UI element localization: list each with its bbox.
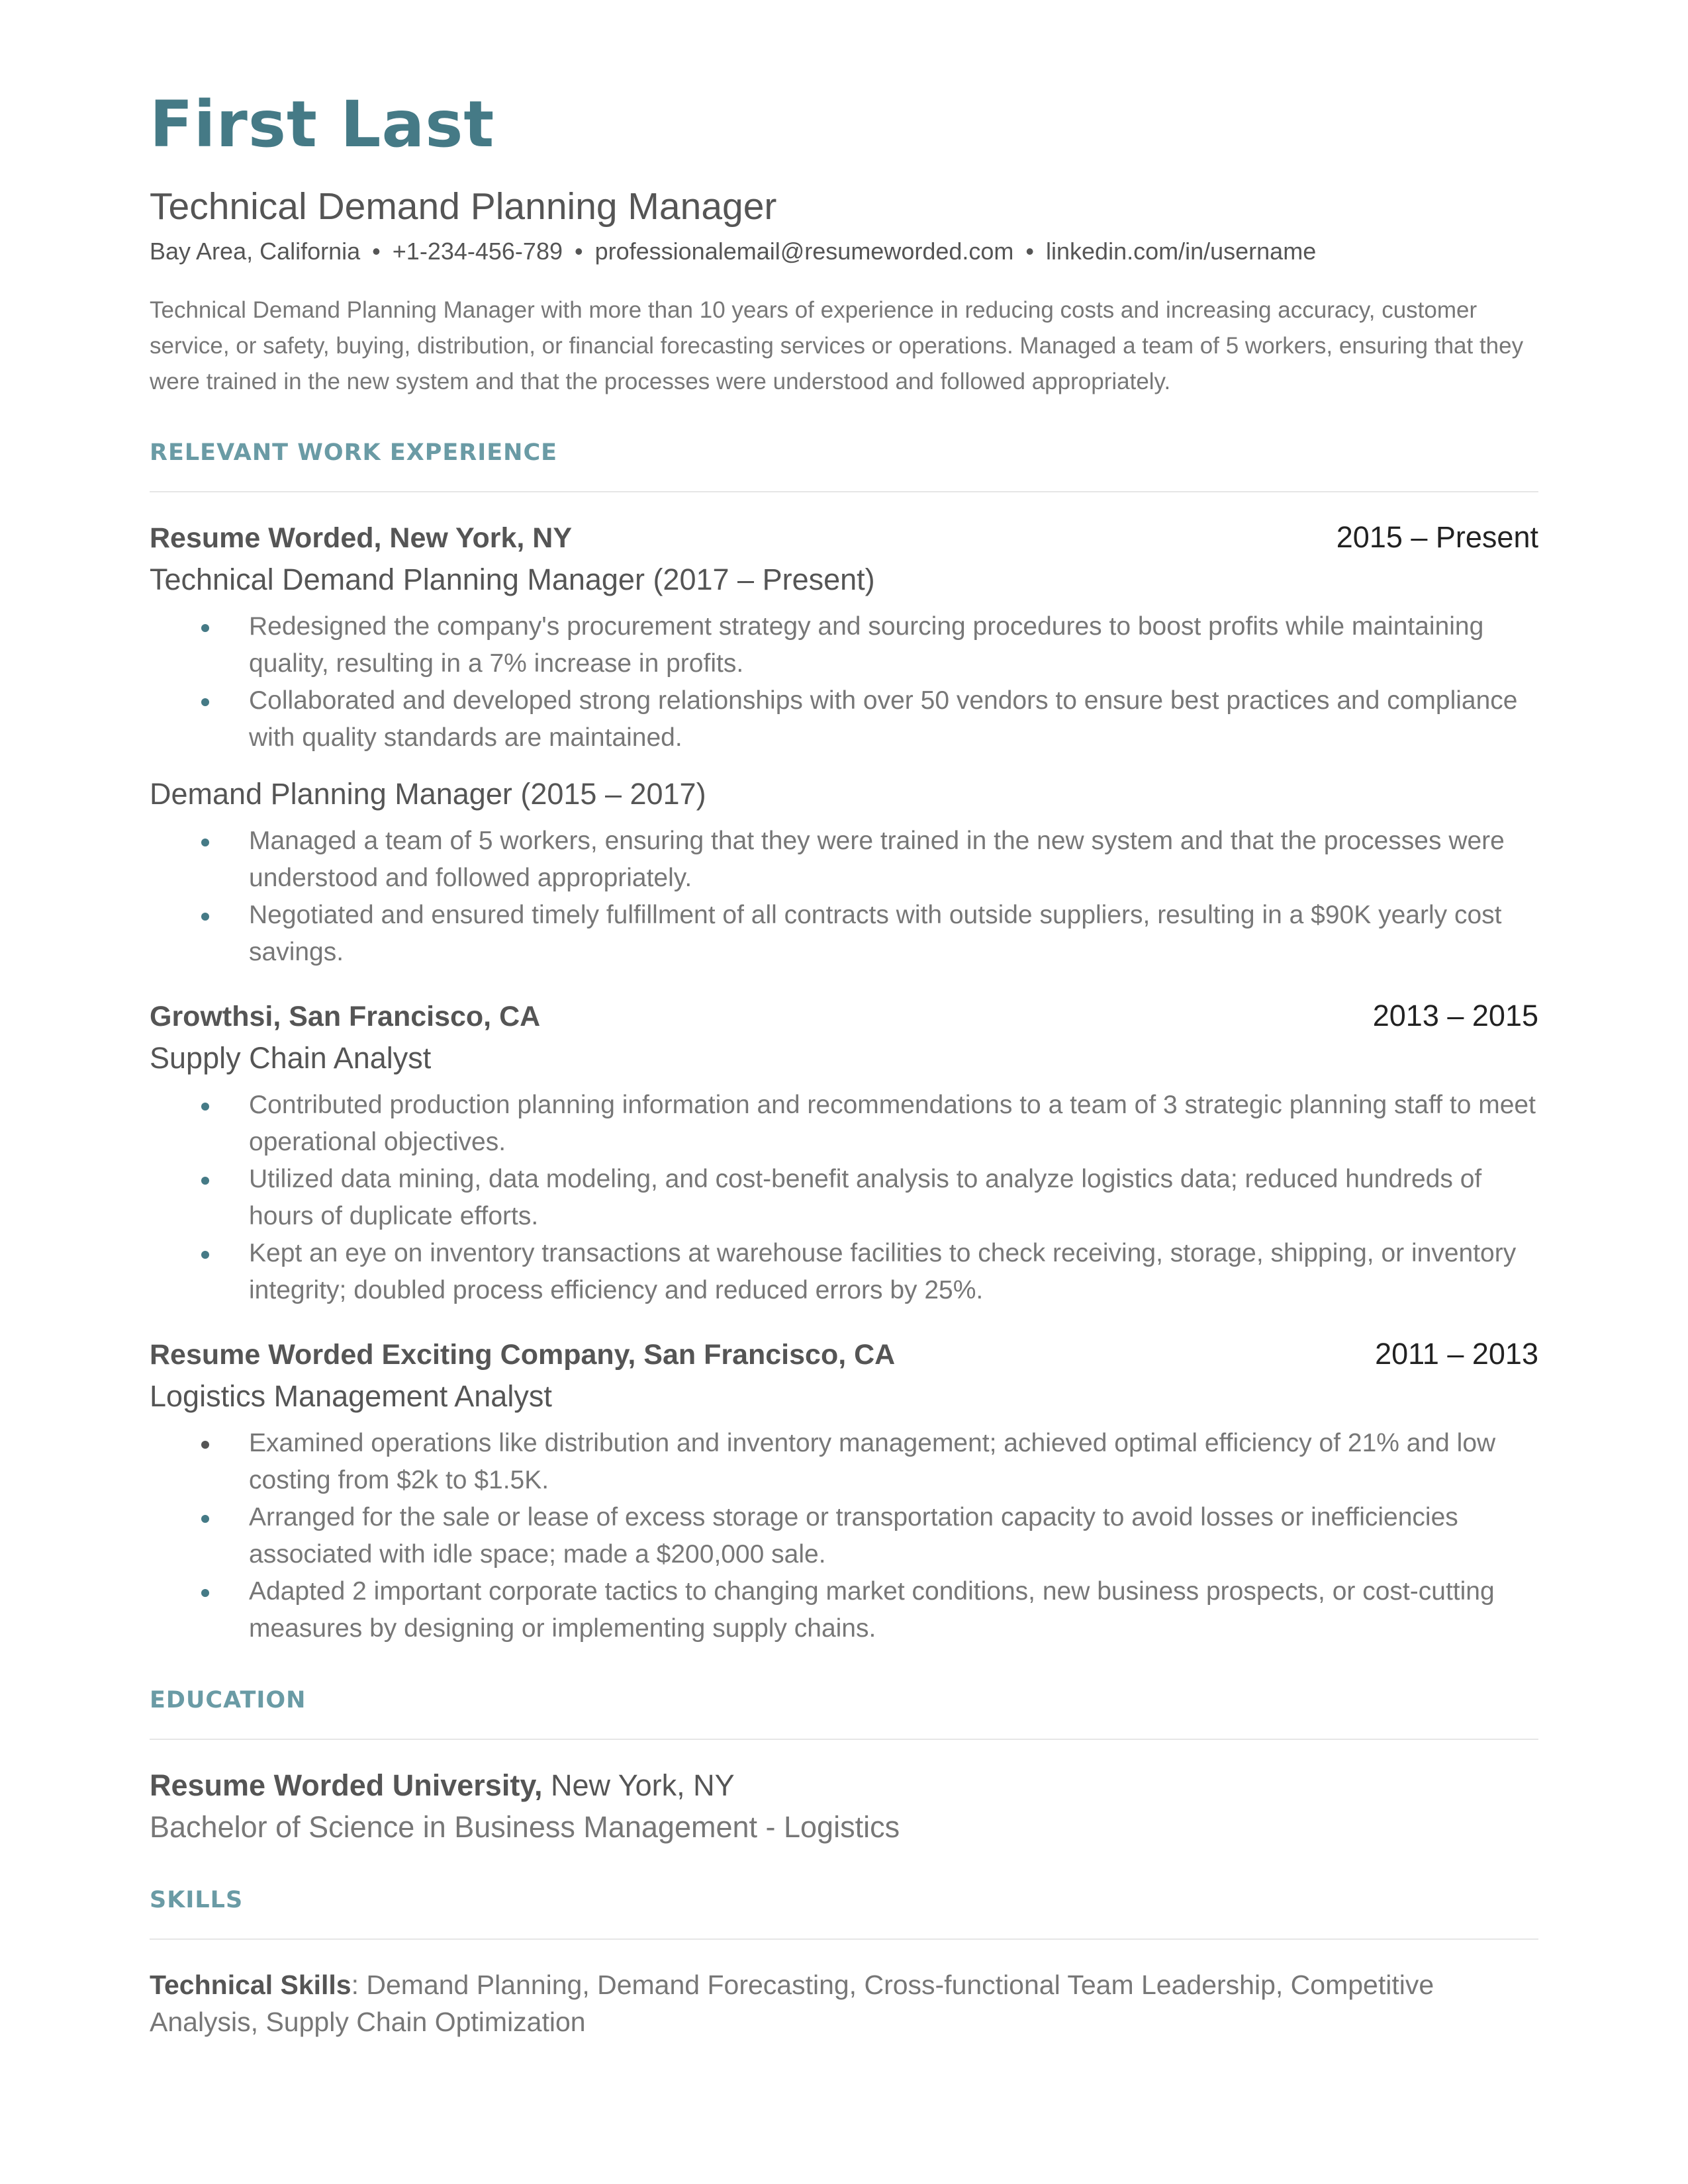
candidate-name: First Last (150, 87, 495, 161)
section-divider (150, 1739, 1538, 1740)
job-entry (150, 997, 1538, 1309)
section-divider (150, 1938, 1538, 1940)
section-title-education: EDUCATION (150, 1687, 306, 1713)
bullet-list (150, 823, 1538, 971)
job-role: Demand Planning Manager (2015 – 2017) (150, 777, 706, 811)
job-header (150, 519, 1538, 557)
bullet-item (150, 1499, 1538, 1573)
bullet-dot-icon (201, 1103, 209, 1111)
skills-label: Technical Skills (150, 1970, 352, 2000)
section-divider (150, 491, 1538, 492)
education-school-line (150, 1766, 1538, 1805)
section-title-experience: RELEVANT WORK EXPERIENCE (150, 439, 558, 466)
bullet-text: Collaborated and developed strong relationships with over 50 vendors to ensure best practices and compliance with quality standards are maintained. (249, 686, 1518, 752)
contact-separator: • (574, 238, 583, 265)
bullet-dot-icon (201, 913, 209, 921)
bullet-text: Negotiated and ensured timely fulfillment of all contracts with outside suppliers, resulting in a $90K yearly cost savings. (249, 901, 1502, 966)
job-entry (150, 1336, 1538, 1647)
section-title-skills: SKILLS (150, 1887, 244, 1913)
bullet-list (150, 608, 1538, 756)
job-company: Growthsi, San Francisco, CA (150, 1001, 541, 1032)
bullet-item (150, 1161, 1538, 1235)
job-company: Resume Worded Exciting Company, San Francisco, CA (150, 1339, 896, 1371)
job-role: Supply Chain Analyst (150, 1041, 432, 1075)
bullet-item (150, 682, 1538, 756)
bullet-dot-icon (201, 839, 209, 846)
job-header (150, 1336, 1538, 1373)
contact-separator: • (372, 238, 381, 265)
bullet-list (150, 1425, 1538, 1647)
skills-line (150, 1966, 1538, 2040)
bullet-text: Utilized data mining, data modeling, and cost-benefit analysis to analyze logistics data; reduced hundreds of hours of duplicate efforts. (249, 1165, 1482, 1230)
contact-email[interactable]: professionalemail@resumeworded.com (594, 238, 1014, 265)
bullet-item (150, 823, 1538, 897)
contact-line (150, 237, 1538, 266)
contact-phone[interactable]: +1-234-456-789 (392, 238, 563, 265)
bullet-list (150, 1087, 1538, 1309)
summary: Technical Demand Planning Manager with more than 10 years of experience in reducing costs and increasing accuracy, customer service, or safety, buying, distribution, or financial forecasting services or operations. Managed a team of 5 workers, ensuring that they were trained in the new system and that the processes were understood and followed appropriately. (150, 297, 1524, 394)
bullet-text: Contributed production planning information and recommendations to a team of 3 strategic planning staff to meet operational objectives. (249, 1091, 1536, 1156)
bullet-dot-icon (201, 1177, 209, 1185)
skills-items: : Demand Planning, Demand Forecasting, Cross-functional Team Leadership, Competitive Analysis, Supply Chain Optimization (150, 1970, 1434, 2037)
bullet-text: Managed a team of 5 workers, ensuring that they were trained in the new system and that the processes were understood and followed appropriately. (249, 827, 1505, 892)
bullet-text: Adapted 2 important corporate tactics to changing market conditions, new business prospects, or cost-cutting measures by designing or implementing supply chains. (249, 1577, 1495, 1643)
job-role: Logistics Management Analyst (150, 1379, 552, 1413)
job-header (150, 997, 1538, 1035)
bullet-item (150, 1425, 1538, 1499)
bullet-dot-icon (201, 698, 209, 706)
bullet-dot-icon (201, 624, 209, 632)
bullet-item (150, 608, 1538, 682)
bullet-dot-icon (201, 1441, 209, 1449)
job-dates: 2011 – 2013 (1375, 1337, 1538, 1371)
bullet-dot-icon (201, 1589, 209, 1597)
job-role: Technical Demand Planning Manager (2017 – Present) (150, 563, 875, 596)
education-school: Resume Worded University, (150, 1768, 543, 1802)
bullet-dot-icon (201, 1515, 209, 1523)
job-entry (150, 519, 1538, 971)
headline: Technical Demand Planning Manager (150, 185, 777, 228)
education-location: New York, NY (542, 1768, 735, 1802)
bullet-text: Redesigned the company's procurement strategy and sourcing procedures to boost profits while maintaining quality, resulting in a 7% increase in profits. (249, 612, 1484, 678)
bullet-item (150, 1087, 1538, 1161)
job-dates: 2015 – Present (1336, 520, 1538, 554)
job-company: Resume Worded, New York, NY (150, 522, 573, 554)
bullet-text: Examined operations like distribution and inventory management; achieved optimal efficiency of 21% and low costing from $2k to $1.5K. (249, 1429, 1496, 1494)
education-degree: Bachelor of Science in Business Management - Logistics (150, 1810, 900, 1844)
bullet-item (150, 1573, 1538, 1647)
job-dates: 2013 – 2015 (1372, 999, 1538, 1032)
bullet-item (150, 1235, 1538, 1309)
contact-location: Bay Area, California (150, 238, 361, 265)
contact-separator: • (1025, 238, 1035, 265)
bullet-text: Arranged for the sale or lease of excess storage or transportation capacity to avoid losses or inefficiencies associated with idle space; made a $200,000 sale. (249, 1503, 1458, 1569)
contact-linkedin[interactable]: linkedin.com/in/username (1046, 238, 1317, 265)
bullet-text: Kept an eye on inventory transactions at warehouse facilities to check receiving, storage, shipping, or inventory integrity; doubled process efficiency and reduced errors by 25%. (249, 1239, 1517, 1304)
bullet-dot-icon (201, 1251, 209, 1259)
bullet-item (150, 897, 1538, 971)
